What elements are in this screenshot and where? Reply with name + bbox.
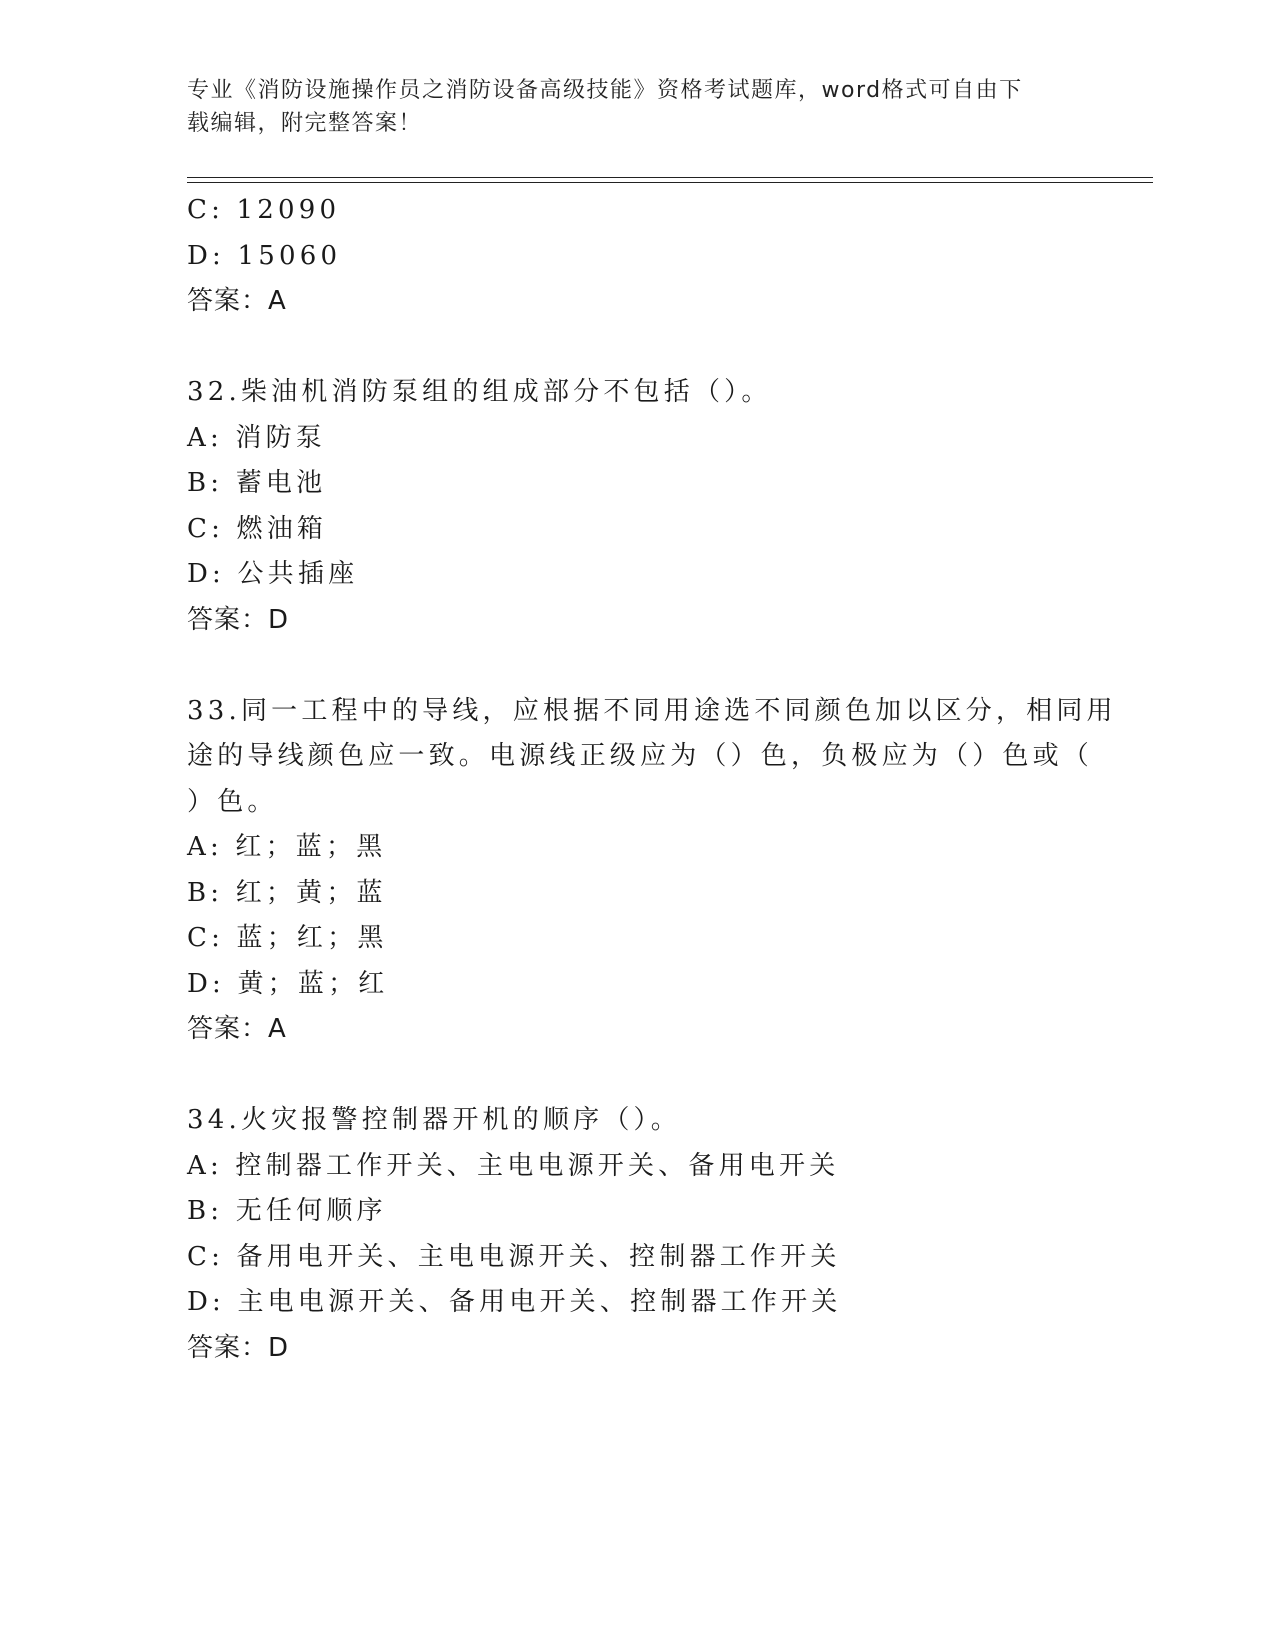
option-d: D: 黄；蓝；红 [187,968,389,999]
option-a: A: 红；蓝；黑 [187,832,387,862]
question-stem-line-3: ）色。 [187,786,278,817]
option-a: A: 消防泵 [187,422,327,453]
option-d: D: 15060 [187,240,342,271]
question-stem: 32.柴油机消防泵组的组成部分不包括（）。 [187,377,772,407]
option-d: D: 主电电源开关、备用电开关、控制器工作开关 [187,1287,842,1317]
option-c: C: 燃油箱 [187,513,328,544]
option-a: A: 控制器工作开关、主电电源开关、备用电开关 [187,1150,840,1181]
question-stem: 34.火灾报警控制器开机的顺序（）。 [187,1105,681,1135]
header-divider-bottom [187,182,1153,183]
header-divider-top [187,177,1153,178]
option-c: C: 12090 [187,195,341,225]
question-list [187,188,1117,1371]
question-stem-line-1: 33.同一工程中的导线，应根据不同用途选不同颜色加以区分，相同用 [187,695,1117,726]
question-32 [187,370,1087,643]
document-header [187,74,1087,140]
header-line-1: 专业《消防设施操作员之消防设备高级技能》资格考试题库，word格式可自由下 [187,78,1023,103]
question-stem-line-2: 途的导线颜色应一致。电源线正级应为（）色，负极应为（）色或（ [187,741,1094,771]
answer: 答案：A [187,286,287,316]
answer: 答案：A [187,1014,287,1044]
option-d: D: 公共插座 [187,559,359,589]
answer: 答案：D [187,604,290,635]
answer: 答案：D [187,1332,290,1363]
spacer [187,643,1087,689]
spacer [187,325,1087,371]
option-b: B: 蓄电池 [187,468,327,498]
question-31 [187,188,1087,325]
spacer [187,1053,1087,1099]
header-line-2: 载编辑，附完整答案！ [187,111,423,136]
question-33 [187,689,1117,1053]
option-c: C: 备用电开关、主电电源开关、控制器工作开关 [187,1241,841,1272]
option-c: C: 蓝；红；黑 [187,923,388,953]
option-b: B: 红；黄；蓝 [187,877,387,908]
option-b: B: 无任何顺序 [187,1196,387,1226]
question-34 [187,1098,1087,1371]
